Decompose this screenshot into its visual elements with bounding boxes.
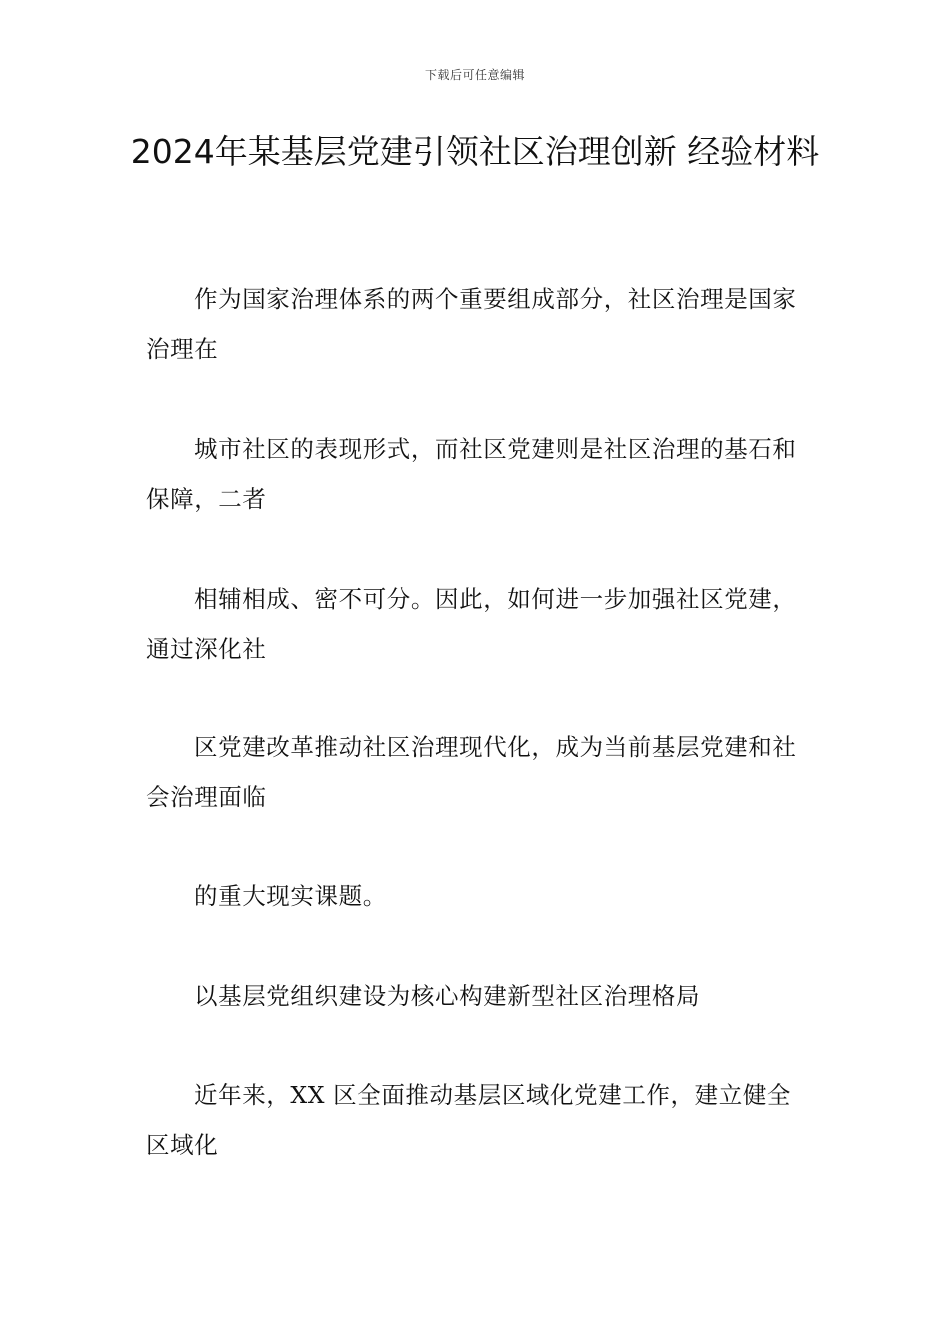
paragraph-1: 作为国家治理体系的两个重要组成部分，社区治理是国家治理在 <box>146 285 797 363</box>
paragraph-6: 近年来，XX 区全面推动基层区域化党建工作，建立健全区域化 <box>146 1081 792 1159</box>
paragraph-2: 城市社区的表现形式，而社区党建则是社区治理的基石和保障，二者 <box>146 435 797 513</box>
paragraph-4: 区党建改革推动社区治理现代化，成为当前基层党建和社会治理面临 <box>146 733 797 811</box>
header-note: 下载后可任意编辑 <box>424 68 525 82</box>
paragraph-3: 相辅相成、密不可分。因此，如何进一步加强社区党建，通过深化社 <box>146 585 797 663</box>
document-title: 2024年某基层党建引领社区治理创新 经验材料 <box>130 132 820 171</box>
section-heading: 以基层党组织建设为核心构建新型社区治理格局 <box>194 982 701 1010</box>
paragraph-5: 的重大现实课题。 <box>194 882 387 910</box>
